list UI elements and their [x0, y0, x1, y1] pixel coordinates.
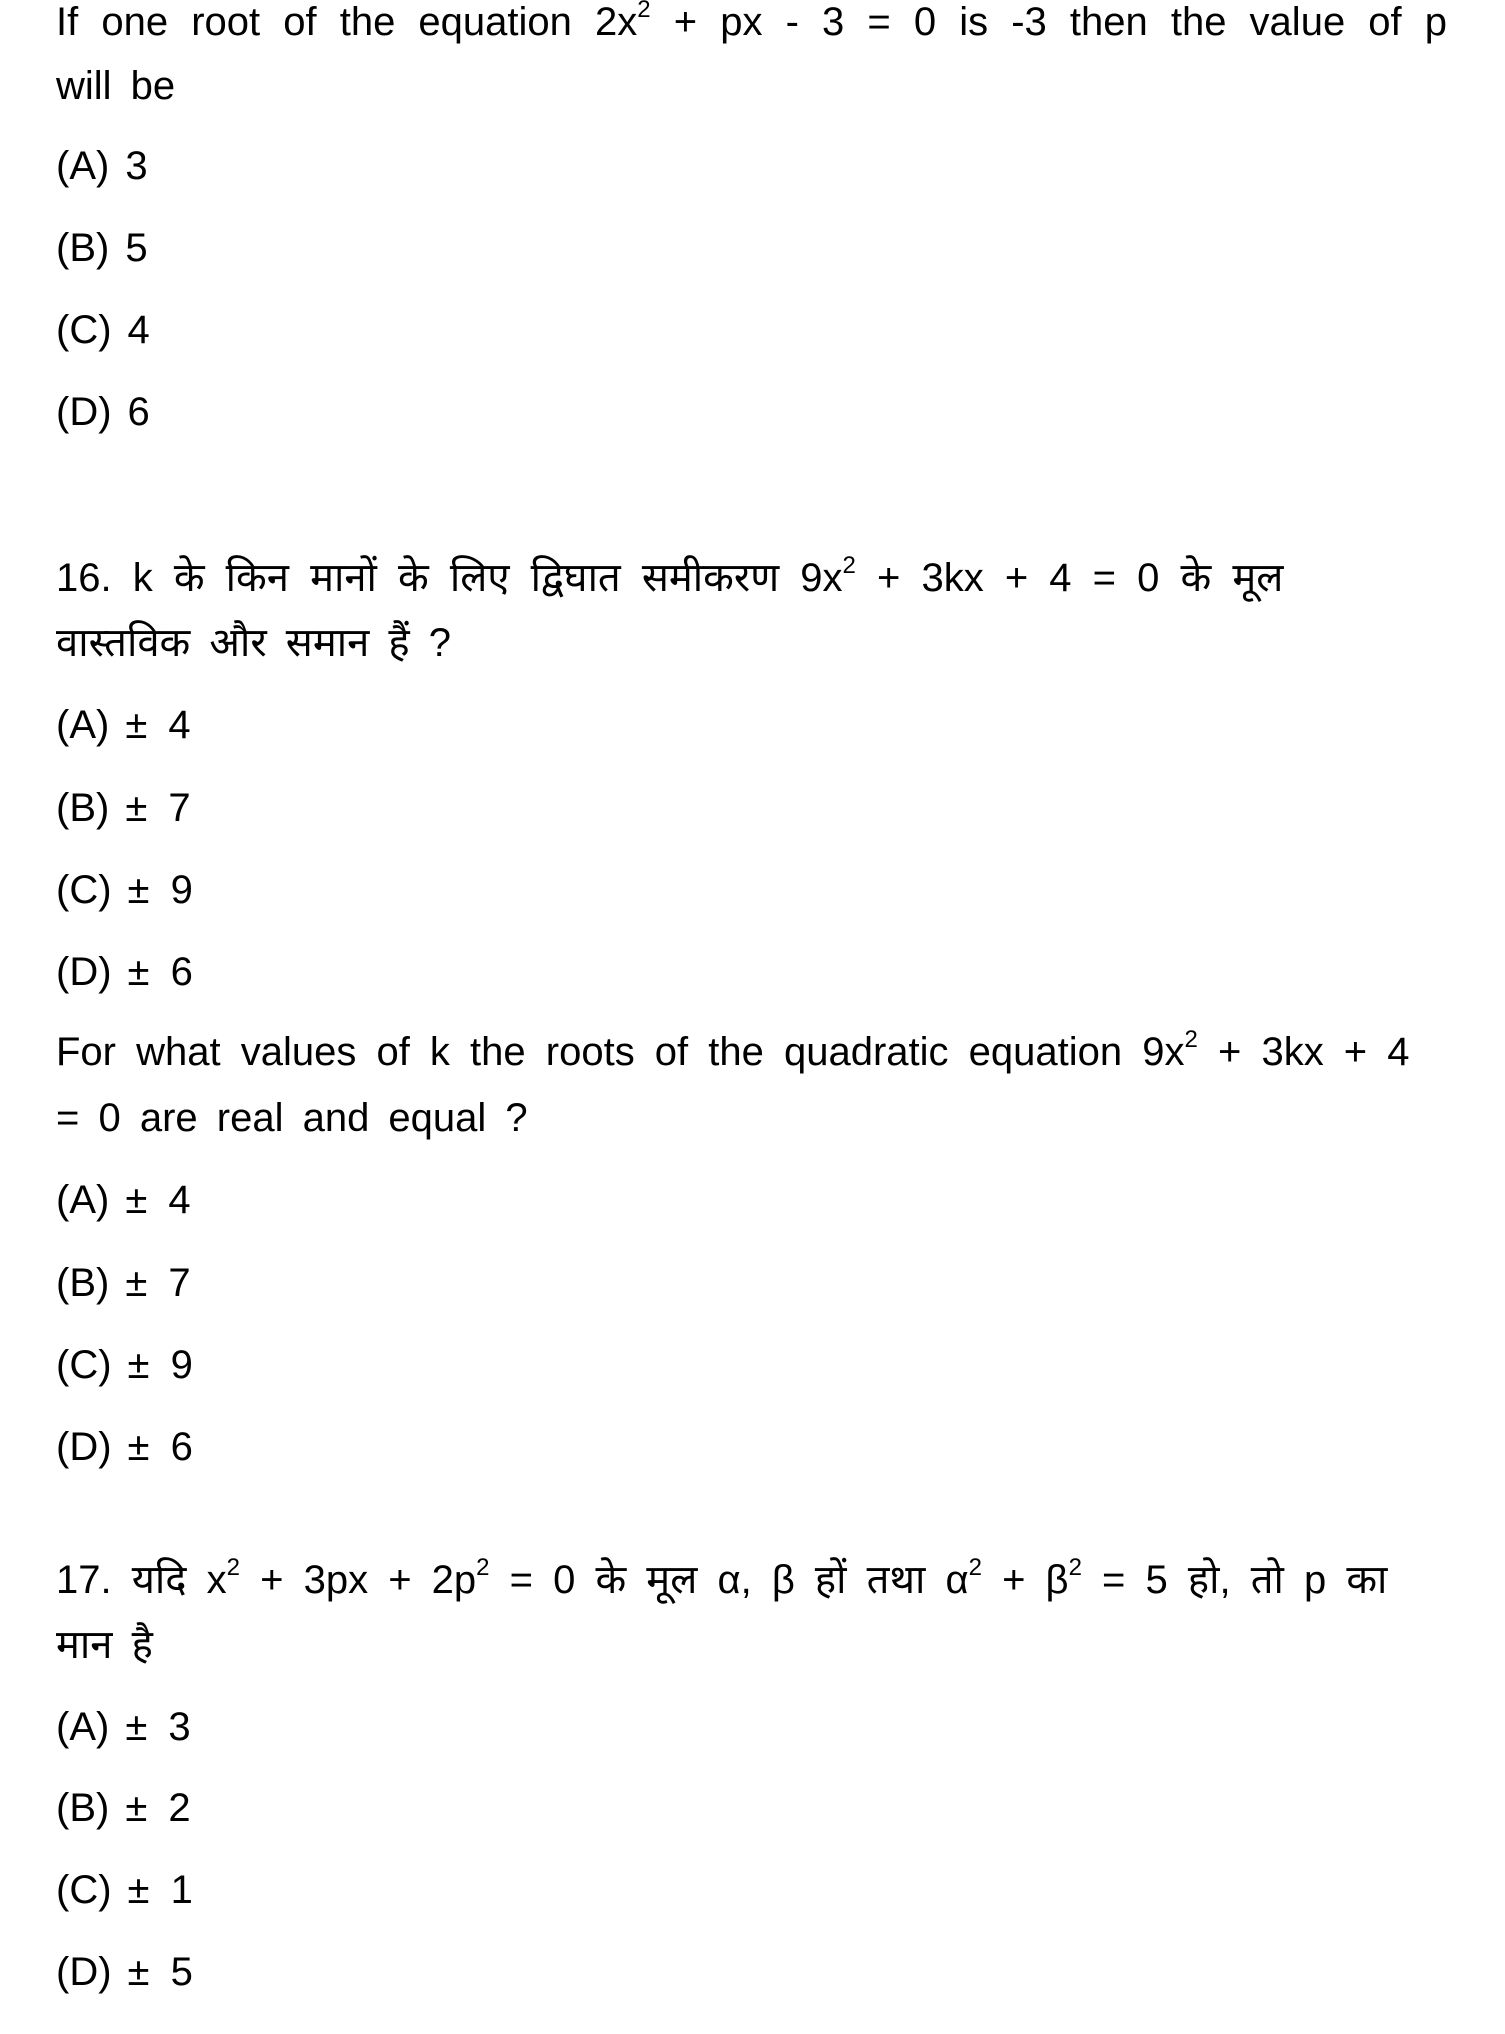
option-value: ± 7	[125, 1261, 191, 1305]
option-value: ± 7	[125, 786, 191, 830]
option-label: (D)	[56, 1425, 112, 1469]
option-d[interactable]	[56, 948, 193, 996]
option-a[interactable]	[56, 142, 148, 190]
option-a[interactable]	[56, 1703, 191, 1751]
option-label: (D)	[56, 950, 112, 994]
question-text: + px - 3 = 0 is -3 then the value of p	[650, 0, 1448, 44]
question-text: For what values of k the roots of the quadratic equation 9x	[56, 1030, 1185, 1074]
option-label: (C)	[56, 868, 112, 912]
option-label: (A)	[56, 1705, 110, 1749]
question-text: + 3kx + 4 = 0 के मूल	[855, 556, 1284, 600]
option-label: (B)	[56, 226, 110, 270]
option-value: 6	[127, 390, 150, 434]
option-value: ± 6	[127, 950, 193, 994]
option-label: (C)	[56, 1343, 112, 1387]
question-text: = 5 हो, तो p का	[1081, 1558, 1388, 1602]
option-label: (A)	[56, 1178, 110, 1222]
option-c[interactable]	[56, 306, 150, 354]
question-number: 16.	[56, 556, 112, 600]
superscript: 2	[1184, 1025, 1198, 1053]
option-b[interactable]	[56, 1784, 191, 1832]
option-value: 3	[125, 144, 148, 188]
question-16-hindi-text-line-1	[56, 551, 1284, 602]
option-value: ± 6	[127, 1425, 193, 1469]
option-label: (A)	[56, 144, 110, 188]
option-value: 5	[125, 226, 148, 270]
question-16-english-text-line-1	[56, 1025, 1410, 1076]
option-d[interactable]	[56, 388, 150, 436]
option-c[interactable]	[56, 866, 193, 914]
option-value: ± 1	[127, 1868, 193, 1912]
superscript: 2	[476, 1553, 490, 1581]
question-16-hindi-text-line-2: वास्तविक और समान हैं ?	[56, 621, 452, 665]
option-d[interactable]	[56, 1948, 193, 1996]
option-b[interactable]	[56, 784, 191, 832]
option-label: (D)	[56, 390, 112, 434]
superscript: 2	[637, 0, 651, 23]
question-text: = 0 के मूल α, β हों तथा α	[489, 1558, 969, 1602]
option-a[interactable]	[56, 1176, 191, 1224]
option-label: (C)	[56, 308, 112, 352]
question-text: + β	[981, 1558, 1069, 1602]
option-value: ± 2	[125, 1786, 191, 1830]
option-c[interactable]	[56, 1866, 193, 1914]
option-c[interactable]	[56, 1341, 193, 1389]
option-label: (A)	[56, 703, 110, 747]
question-15-text-line-1	[56, 0, 1447, 46]
superscript: 2	[968, 1553, 982, 1581]
superscript: 2	[842, 551, 856, 579]
option-value: ± 9	[127, 868, 193, 912]
option-value: ± 5	[127, 1950, 193, 1994]
question-number: 17.	[56, 1558, 112, 1602]
option-label: (B)	[56, 1261, 110, 1305]
option-label: (B)	[56, 1786, 110, 1830]
option-d[interactable]	[56, 1423, 193, 1471]
question-text: + 3px + 2p	[240, 1558, 477, 1602]
option-value: 4	[127, 308, 150, 352]
option-value: ± 3	[125, 1705, 191, 1749]
question-text: यदि x	[131, 1558, 227, 1602]
question-16-english-text-line-2: = 0 are real and equal ?	[56, 1096, 528, 1140]
question-15-text-line-2: will be	[56, 64, 176, 108]
question-text: If one root of the equation 2x	[56, 0, 638, 44]
question-text: + 3kx + 4	[1197, 1030, 1410, 1074]
option-a[interactable]	[56, 701, 191, 749]
question-17-text-line-2: मान है	[56, 1623, 153, 1667]
option-b[interactable]	[56, 1259, 191, 1307]
superscript: 2	[1068, 1553, 1082, 1581]
option-value: ± 9	[127, 1343, 193, 1387]
question-text: k के किन मानों के लिए द्विघात समीकरण 9x	[132, 556, 843, 600]
option-value: ± 4	[125, 1178, 191, 1222]
question-17-text-line-1	[56, 1553, 1388, 1604]
option-label: (C)	[56, 1868, 112, 1912]
option-value: ± 4	[125, 703, 191, 747]
option-label: (B)	[56, 786, 110, 830]
option-label: (D)	[56, 1950, 112, 1994]
superscript: 2	[226, 1553, 241, 1581]
option-b[interactable]	[56, 224, 148, 272]
